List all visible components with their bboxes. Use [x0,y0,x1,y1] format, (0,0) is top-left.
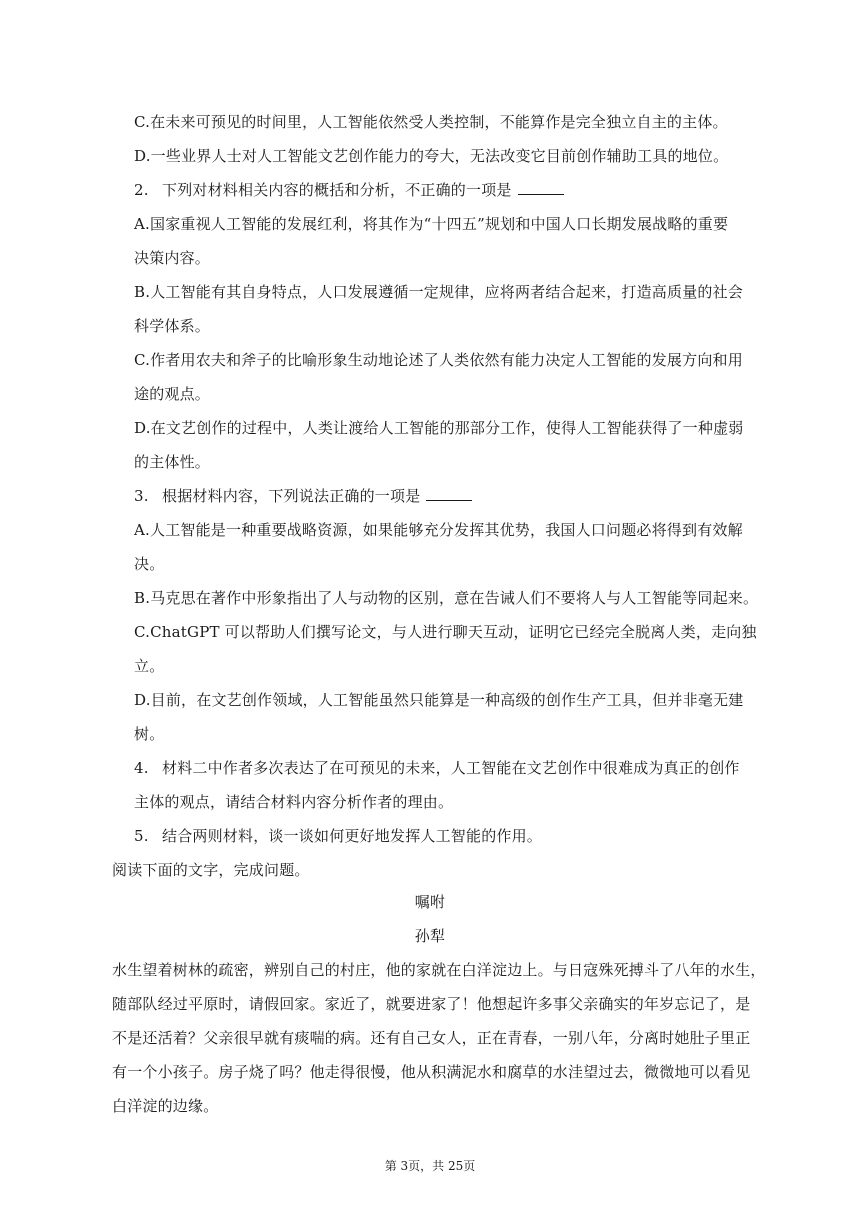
answer-blank [426,486,472,501]
question-text: 结合两则材料，谈一谈如何更好地发挥人工智能的作用。 [162,827,543,845]
reading-paragraph-line: 不是还活着？父亲很早就有痰喘的病。还有自己女人，正在青春，一别八年，分离时她肚子里正 [112,1029,751,1047]
q3-option-b-line1: B.马克思在著作中形象指出了人与动物的区别，意在告诫人们不要将人与人工智能等同起来。 [134,589,759,607]
question-5 [134,826,542,846]
reading-paragraph-line: 白洋淀的边缘。 [112,1097,219,1115]
question-4-line2: 主体的观点，请结合材料内容分析作者的理由。 [134,793,454,811]
question-number: 5. [134,827,149,845]
q2-option-b-line2: 科学体系。 [134,317,211,335]
question-2-stem [134,180,564,200]
question-3-stem [134,486,472,506]
q2-option-d-line2: 的主体性。 [134,453,211,471]
reading-paragraph-line: 水生望着树林的疏密，辨别自己的村庄，他的家就在白洋淀边上。与日寇殊死搏斗了八年的水生， [112,961,766,979]
question-number: 4. [134,759,149,777]
reading-author: 孙犁 [414,927,446,945]
q3-option-d-line1: D.目前，在文艺创作领域，人工智能虽然只能算是一种高级的创作生产工具，但并非毫无建 [134,691,744,709]
question-text: 下列对材料相关内容的概括和分析，不正确的一项是 [162,181,512,199]
q2-option-c-line2: 途的观点。 [134,385,211,403]
page-footer: 第 3页，共 25页 [384,1159,476,1173]
question-number: 3. [134,487,149,505]
q2-option-d-line1: D.在文艺创作的过程中，人类让渡给人工智能的那部分工作，使得人工智能获得了一种虚弱 [134,419,744,437]
question-text: 材料二中作者多次表达了在可预见的未来，人工智能在文艺创作中很难成为真正的创作 [162,759,740,777]
q1-option-d: D.一些业界人士对人工智能文艺创作能力的夸大，无法改变它目前创作辅助工具的地位。 [134,147,729,165]
q3-option-a-line1: A.人工智能是一种重要战略资源，如果能够充分发挥其优势，我国人口问题必将得到有效解 [134,521,743,539]
q3-option-c-line1: C.ChatGPT 可以帮助人们撰写论文，与人进行聊天互动，证明它已经完全脱离人类，走向独 [134,623,757,641]
q1-option-c: C.在未来可预见的时间里，人工智能依然受人类控制，不能算作是完全独立自主的主体。 [134,113,728,131]
answer-blank [518,180,564,195]
q2-option-a-line2: 决策内容。 [134,249,211,267]
q3-option-a-line2: 决。 [134,555,165,573]
reading-title: 嘱咐 [414,893,446,911]
question-4-line1 [134,758,740,778]
reading-paragraph-line: 有一个小孩子。房子烧了吗？他走得很慢，他从积满泥水和腐草的水洼望过去，微微地可以看见 [112,1063,751,1081]
q3-option-d-line2: 树。 [134,725,165,743]
q2-option-c-line1: C.作者用农夫和斧子的比喻形象生动地论述了人类依然有能力决定人工智能的发展方向和用 [134,351,743,369]
q2-option-b-line1: B.人工智能有其自身特点，人口发展遵循一定规律，应将两者结合起来，打造高质量的社会 [134,283,743,301]
reading-instruction: 阅读下面的文字，完成问题。 [112,861,310,879]
reading-paragraph-line: 随部队经过平原时，请假回家。家近了，就要进家了！他想起许多事父亲确实的年岁忘记了，是 [112,995,751,1013]
question-text: 根据材料内容，下列说法正确的一项是 [162,487,421,505]
q3-option-c-line2: 立。 [134,657,165,675]
question-number: 2. [134,181,149,199]
q2-option-a-line1: A.国家重视人工智能的发展红利，将其作为“十四五”规划和中国人口长期发展战略的重要 [134,215,729,233]
